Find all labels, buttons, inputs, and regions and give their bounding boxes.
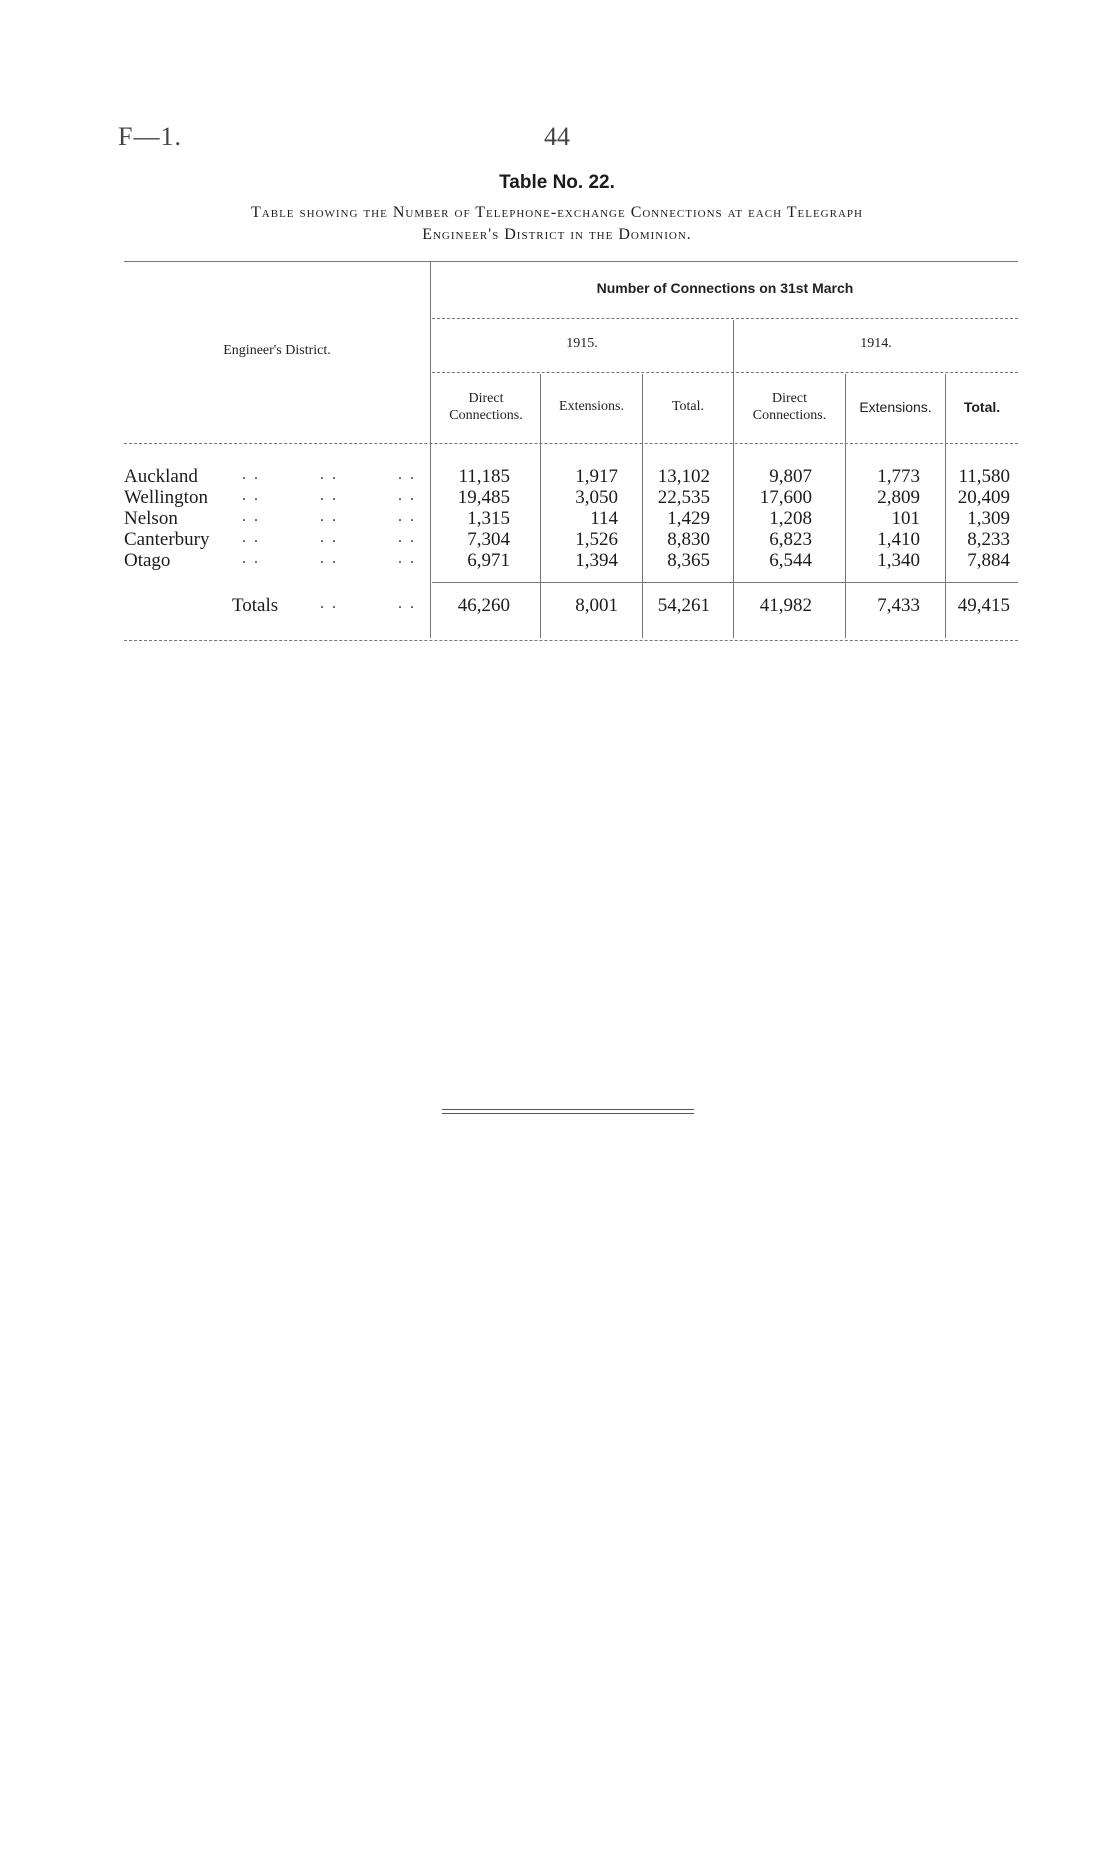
total-1914: 1,309 [967, 508, 1010, 529]
leader-dots: . . [398, 550, 416, 567]
district-name: Otago [124, 550, 171, 571]
table-row [0, 550, 1114, 572]
leader-dots: . . [320, 529, 338, 546]
direct-connections-header-1915: Direct Connections. [449, 391, 523, 423]
total-1915: 13,102 [657, 466, 710, 487]
leader-dots: . . [398, 508, 416, 525]
leader-dots: . . [242, 487, 260, 504]
direct-connections-1914: 6,544 [769, 550, 812, 571]
total-1915: 22,535 [657, 487, 710, 508]
leader-dots: . . [398, 466, 416, 483]
direct-connections-1915: 19,485 [457, 487, 510, 508]
leader-dots: . . [320, 508, 338, 525]
total-header-1914: Total. [963, 399, 1001, 415]
leader-dots: . . [320, 550, 338, 567]
extensions-1915: 114 [590, 508, 618, 529]
total-1914: 8,233 [967, 529, 1010, 550]
table-row [0, 466, 1114, 488]
year-1914-header: 1914. [860, 336, 892, 351]
extensions-1915-total: 8,001 [575, 595, 618, 616]
direct-connections-1914: 9,807 [769, 466, 812, 487]
table-caption-line-1: Table showing the Number of Telephone-exchange Connections at each Telegraph [251, 204, 863, 221]
total-1914-total: 49,415 [957, 595, 1010, 616]
extensions-1914: 1,410 [877, 529, 920, 550]
direct-connections-1915: 7,304 [467, 529, 510, 550]
extensions-1915: 1,526 [575, 529, 618, 550]
totals-rule [432, 582, 1018, 583]
district-name: Wellington [124, 487, 208, 508]
total-1914: 7,884 [967, 550, 1010, 571]
extensions-1914: 1,773 [877, 466, 920, 487]
direct-connections-1914: 17,600 [759, 487, 812, 508]
leader-dots: . . [320, 466, 338, 483]
total-1915: 1,429 [667, 508, 710, 529]
district-column-header: Engineer's District. [223, 343, 331, 358]
total-1914: 20,409 [957, 487, 1010, 508]
direct-connections-1915: 6,971 [467, 550, 510, 571]
total-1914: 11,580 [958, 466, 1010, 487]
district-name: Auckland [124, 466, 198, 487]
table-row [0, 508, 1114, 530]
extensions-header-1915: Extensions. [559, 399, 624, 414]
total-header-1915: Total. [671, 399, 705, 414]
page-number: 44 [544, 122, 570, 151]
total-1915: 8,365 [667, 550, 710, 571]
district-name: Canterbury [124, 529, 210, 550]
leader-dots: . . [242, 466, 260, 483]
connections-group-header: Number of Connections on 31st March [596, 280, 854, 296]
direct-connections-1915: 11,185 [458, 466, 510, 487]
header-bottom-rule [124, 443, 1018, 444]
leader-dots: . . [242, 508, 260, 525]
table-row [0, 487, 1114, 509]
leader-dots: . . [242, 529, 260, 546]
extensions-1914-total: 7,433 [877, 595, 920, 616]
direct-connections-1915: 1,315 [467, 508, 510, 529]
end-of-page-rule [442, 1109, 694, 1114]
extensions-header-1914: Extensions. [859, 399, 932, 415]
direct-connections-1914: 1,208 [769, 508, 812, 529]
group-rule [432, 318, 1018, 319]
extensions-1915: 1,917 [575, 466, 618, 487]
totals-label: Totals [232, 595, 279, 616]
leader-dots: . . [320, 487, 338, 504]
leader-dots: . . [320, 595, 338, 612]
table-top-rule [124, 261, 1018, 262]
extensions-1915: 3,050 [575, 487, 618, 508]
totals-row [0, 595, 1114, 617]
table-row [0, 529, 1114, 551]
leader-dots: . . [242, 550, 260, 567]
year-rule [432, 372, 1018, 373]
extensions-1915: 1,394 [575, 550, 618, 571]
column-divider [430, 262, 431, 638]
extensions-1914: 2,809 [877, 487, 920, 508]
total-1915: 8,830 [667, 529, 710, 550]
direct-connections-1914-total: 41,982 [759, 595, 812, 616]
district-name: Nelson [124, 508, 178, 529]
extensions-1914: 101 [891, 508, 920, 529]
year-1915-header: 1915. [566, 336, 598, 351]
leader-dots: . . [398, 487, 416, 504]
total-1915-total: 54,261 [657, 595, 710, 616]
table-bottom-rule [124, 640, 1018, 641]
direct-connections-header-1914: Direct Connections. [752, 391, 827, 423]
direct-connections-1915-total: 46,260 [457, 595, 510, 616]
leader-dots: . . [398, 529, 416, 546]
page-code: F—1. [118, 122, 182, 151]
table-caption-line-2: Engineer's District in the Dominion. [422, 226, 692, 243]
extensions-1914: 1,340 [877, 550, 920, 571]
leader-dots: . . [398, 595, 416, 612]
direct-connections-1914: 6,823 [769, 529, 812, 550]
table-title: Table No. 22. [499, 172, 615, 193]
